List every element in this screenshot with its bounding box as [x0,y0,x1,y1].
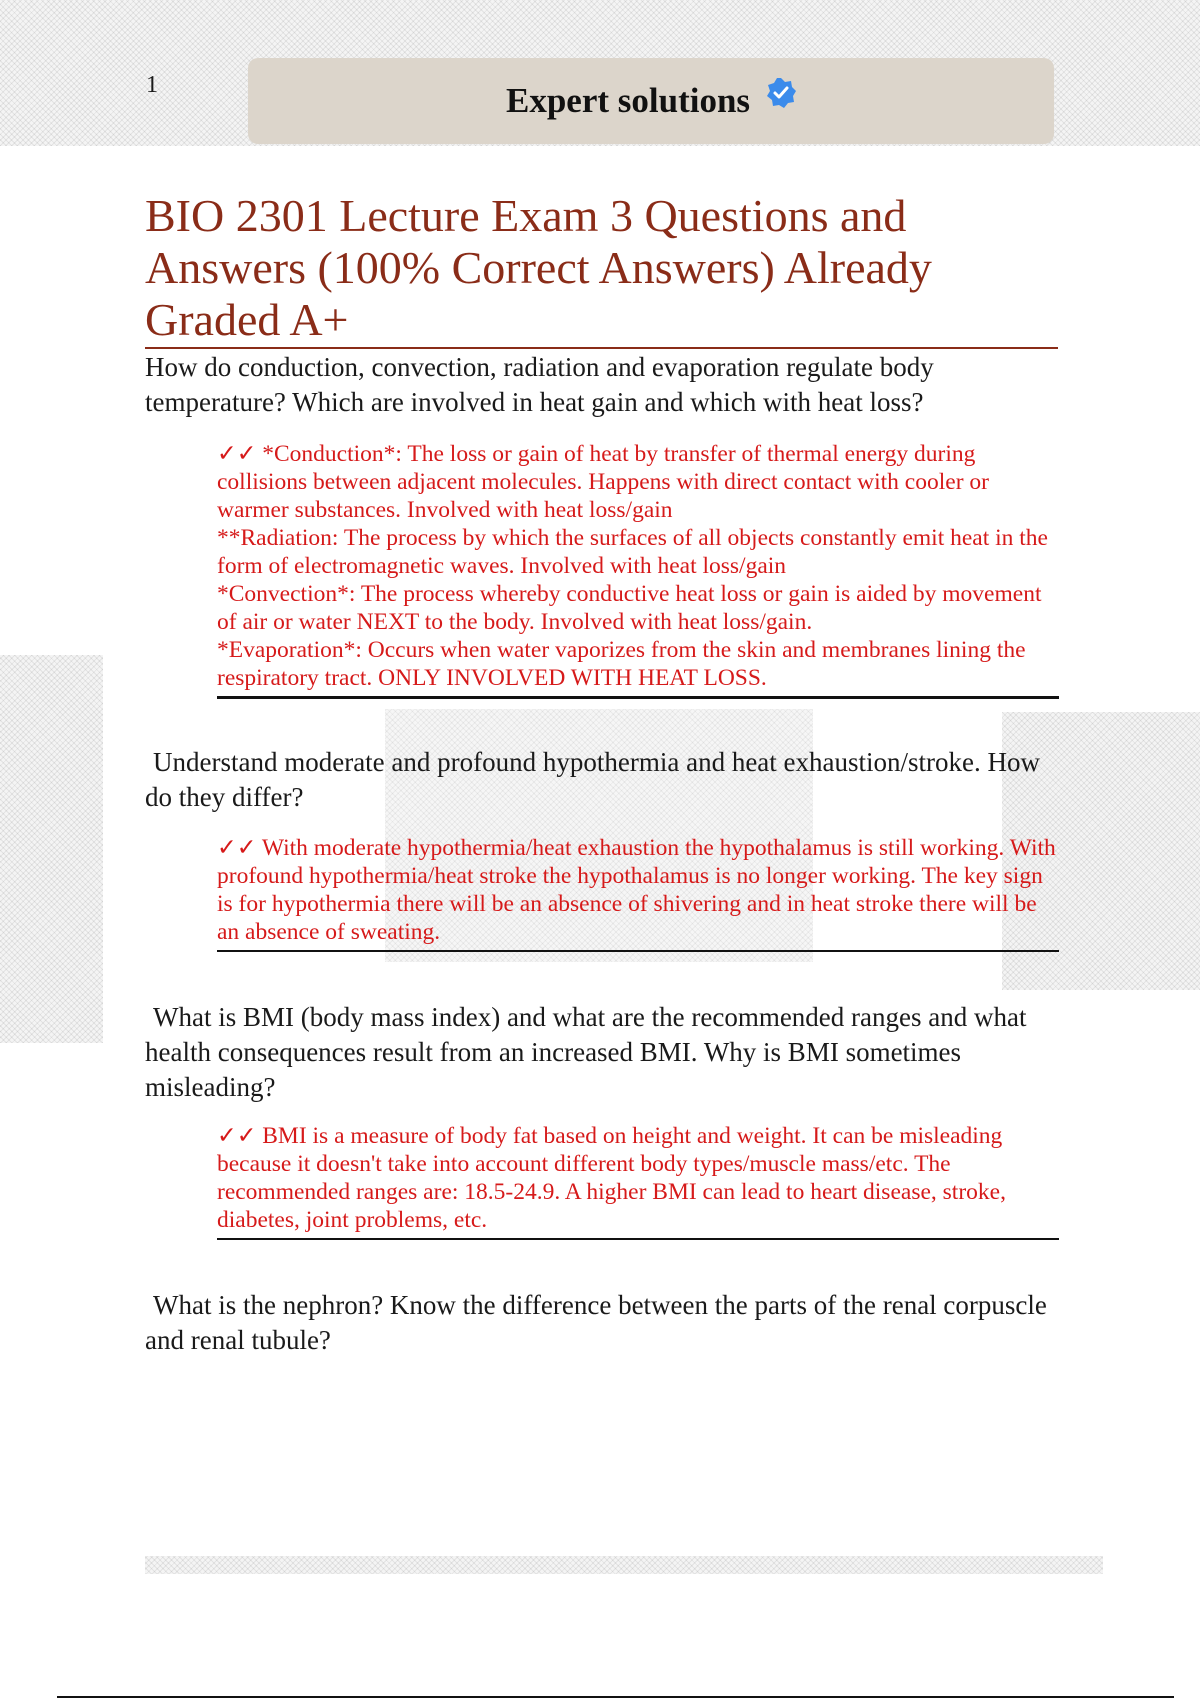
answer-1-convection: *Convection*: The process whereby conductive heat loss or gain is aided by movement of air or water NEXT to the body. Involved with heat loss/gain. [217,581,1042,635]
expert-solutions-banner [248,58,1054,144]
question-4: What is the nephron? Know the difference between the parts of the renal corpuscle and renal tubule? [145,1290,1047,1355]
question-1: How do conduction, convection, radiation and evaporation regulate body temperature? Which are involved in heat gain and which with heat loss? [145,352,934,417]
banner-title: Expert solutions [505,81,751,120]
document-title: BIO 2301 Lecture Exam 3 Questions and Answers (100% Correct Answers) Already Graded A+ [145,190,932,345]
question-2: Understand moderate and profound hypothermia and heat exhaustion/stroke. How do they differ? [145,747,1041,812]
page-number: 1 [146,72,158,98]
answer-1 [217,440,1059,699]
left-pattern-panel [0,655,103,1043]
title-divider [145,347,1058,349]
verified-badge-icon [766,78,796,108]
answer-1-evaporation: *Evaporation*: Occurs when water vaporizes from the skin and membranes lining the respiratory tract. ONLY INVOLVED WITH HEAT LOSS. [217,637,1026,691]
footer-pattern-strip [145,1556,1103,1574]
footer-rule [57,1696,1174,1698]
answer-3: ✓✓ BMI is a measure of body fat based on height and weight. It can be misleading because it doesn't take into account different body types/muscle mass/etc. The recommended ranges are: 18.5-24.9. A higher BMI can lead to heart disease, stroke, diabetes, joint problems, etc. [217,1122,1059,1240]
answer-1-conduction: ✓✓ *Conduction*: The loss or gain of heat by transfer of thermal energy during collisions between adjacent molecules. Happens with direct contact with cooler or warmer substances. Involved with heat loss/gain [217,441,989,523]
question-3: What is BMI (body mass index) and what are the recommended ranges and what health consequences result from an increased BMI. Why is BMI sometimes misleading? [145,1002,1027,1102]
answer-2: ✓✓ With moderate hypothermia/heat exhaustion the hypothalamus is still working. With profound hypothermia/heat stroke the hypothalamus is no longer working. The key sign is for hypothermia there will be an absence of shivering and in heat stroke there will be an absence of sweating. [217,834,1059,952]
answer-1-radiation: **Radiation: The process by which the surfaces of all objects constantly emit heat in the form of electromagnetic waves. Involved with heat loss/gain [217,525,1048,579]
